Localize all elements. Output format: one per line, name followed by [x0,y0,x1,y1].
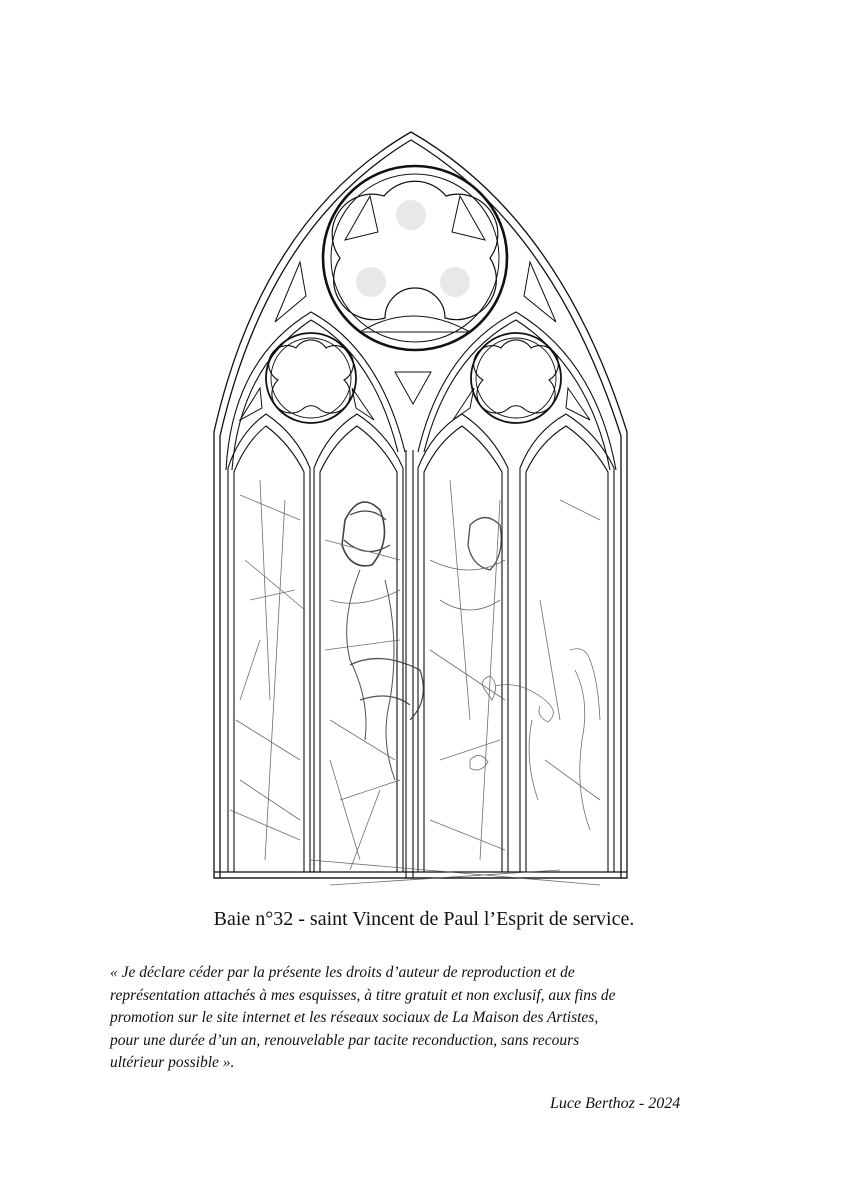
pencil-sketch-figures [230,480,600,885]
declaration-line: « Je déclare céder par la présente les droits d’auteur de reproduction et de [110,964,575,981]
declaration-line: représentation attachés à mes esquisses, à titre gratuit et non exclusif, aux fins de [110,986,616,1004]
declaration-line: promotion sur le site internet et les réseaux sociaux de La Maison des Artistes, [110,1009,599,1026]
spandrel-tracery [240,262,590,420]
rights-declaration [110,962,750,1075]
lancets [228,414,614,878]
declaration-line: pour une durée d’un an, renouvelable par tacite reconduction, sans recours [110,1031,580,1049]
secondary-arches [226,312,616,470]
artist-signature: Luce Berthoz - 2024 [550,1095,681,1112]
window-frame [214,132,627,878]
right-trefoil [471,333,561,423]
declaration-line: ultérieur possible ». [110,1054,235,1071]
artwork-caption: Baie n°32 - saint Vincent de Paul l’Esprit de service. [213,908,635,930]
rose-window [323,166,507,350]
